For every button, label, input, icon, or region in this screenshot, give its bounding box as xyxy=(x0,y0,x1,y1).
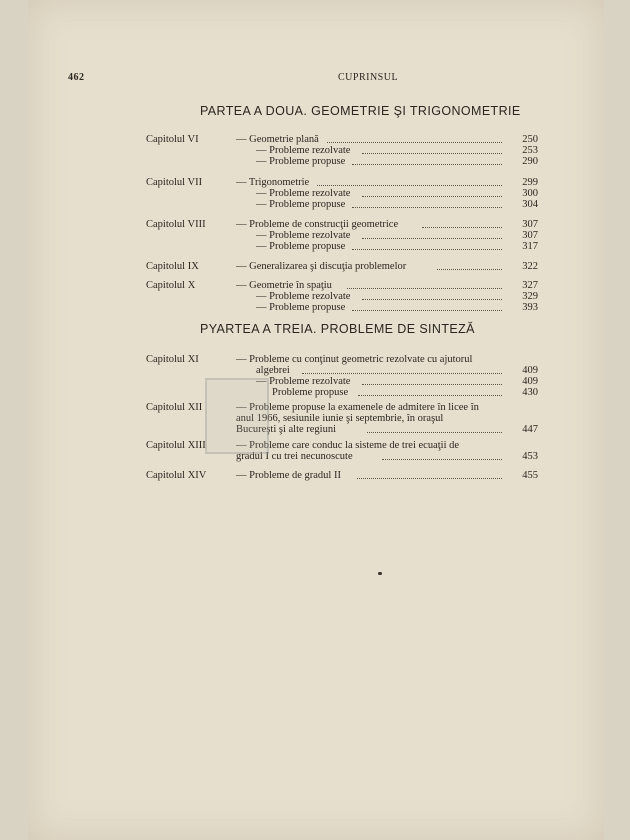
leader-dots xyxy=(347,280,502,289)
entry-title: — Probleme propuse la examenele de admitere în licee în xyxy=(236,402,479,413)
page-ref: 307 xyxy=(522,230,538,241)
leader-dots xyxy=(352,156,502,165)
page-ref: 290 xyxy=(522,156,538,167)
leader-dots xyxy=(302,365,502,374)
entry-title: — Probleme propuse xyxy=(256,199,346,210)
entry-title: — Probleme propuse xyxy=(256,156,346,167)
entry-title: — Probleme rezolvate xyxy=(256,145,351,156)
page-ref: 329 xyxy=(522,291,538,302)
leader-dots xyxy=(422,219,502,228)
part-three-title: PYARTEA A TREIA. PROBLEME DE SINTEZĂ xyxy=(200,322,475,336)
entry-title: — Trigonometrie xyxy=(236,177,310,188)
entry-title: — Probleme cu conţinut geometric rezolvate cu ajutorul xyxy=(236,354,473,365)
entry-title: — Geometrie plană xyxy=(236,134,319,145)
chapter-label: Capitolul XII xyxy=(146,402,203,413)
chapter-label: Capitolul VI xyxy=(146,134,199,145)
entry-title: gradul I cu trei necunoscute xyxy=(236,451,353,462)
page-header xyxy=(68,72,602,88)
entry-title: — Probleme rezolvate xyxy=(256,291,351,302)
entry-title: algebrei xyxy=(256,365,290,376)
page-ref: 322 xyxy=(522,261,538,272)
entry-title: — Geometrie în spaţiu xyxy=(236,280,332,291)
entry-title: — Probleme propuse xyxy=(256,302,346,313)
page-ref: 430 xyxy=(522,387,538,398)
entry-title: Bucureşti şi alte regiuni xyxy=(236,424,337,435)
leader-dots xyxy=(358,387,502,396)
leader-dots xyxy=(362,230,502,239)
leader-dots xyxy=(362,376,502,385)
leader-dots xyxy=(352,241,502,250)
entry-title: — Probleme care conduc la sisteme de trei ecuaţii de xyxy=(236,440,460,451)
chapter-label: Capitolul XI xyxy=(146,354,199,365)
part-two-title: PARTEA A DOUA. GEOMETRIE ŞI TRIGONOMETRIE xyxy=(200,104,521,118)
entry-title: — Probleme rezolvate xyxy=(256,376,351,387)
page-ref: 253 xyxy=(522,145,538,156)
leader-dots xyxy=(437,261,502,270)
page-ref: 317 xyxy=(522,241,538,252)
leader-dots xyxy=(367,424,502,433)
entry-title: anul 1966, sesiunile iunie şi septembrie, în oraşul xyxy=(236,413,444,424)
leader-dots xyxy=(357,470,502,479)
leader-dots xyxy=(382,451,502,460)
page-ref: 453 xyxy=(522,451,538,462)
chapter-label: Capitolul XIV xyxy=(146,470,207,481)
page-ref: 393 xyxy=(522,302,538,313)
page-ref: 299 xyxy=(522,177,538,188)
leader-dots xyxy=(327,134,502,143)
entry-title: — Probleme de gradul II xyxy=(236,470,341,481)
entry-title: — Probleme de construcţii geometrice xyxy=(236,219,399,230)
chapter-label: Capitolul VIII xyxy=(146,219,206,230)
chapter-label: Capitolul X xyxy=(146,280,196,291)
page-ref: 455 xyxy=(522,470,538,481)
leader-dots xyxy=(352,199,502,208)
page-ref: 409 xyxy=(522,365,538,376)
page-number: 462 xyxy=(68,72,85,83)
leader-dots xyxy=(317,177,502,186)
leader-dots xyxy=(352,302,502,311)
page-ref: 327 xyxy=(522,280,538,291)
leader-dots xyxy=(362,291,502,300)
page-ref: 409 xyxy=(522,376,538,387)
print-speck xyxy=(378,572,382,575)
running-title: CUPRINSUL xyxy=(338,72,399,83)
page-ref: 447 xyxy=(522,424,538,435)
watermark-logo xyxy=(205,378,269,454)
chapter-label: Capitolul IX xyxy=(146,261,199,272)
page-ref: 307 xyxy=(522,219,538,230)
entry-title: — Probleme propuse xyxy=(256,241,346,252)
chapter-label: Capitolul XIII xyxy=(146,440,206,451)
entry-title: — Probleme rezolvate xyxy=(256,230,351,241)
entry-title: — Generalizarea şi discuţia problemelor xyxy=(236,261,407,272)
chapter-label: Capitolul VII xyxy=(146,177,203,188)
leader-dots xyxy=(362,145,502,154)
page-ref: 304 xyxy=(522,199,538,210)
leader-dots xyxy=(362,188,502,197)
entry-title: — Probleme rezolvate xyxy=(256,188,351,199)
page-ref: 300 xyxy=(522,188,538,199)
page-ref: 250 xyxy=(522,134,538,145)
entry-title: Probleme propuse xyxy=(272,387,349,398)
